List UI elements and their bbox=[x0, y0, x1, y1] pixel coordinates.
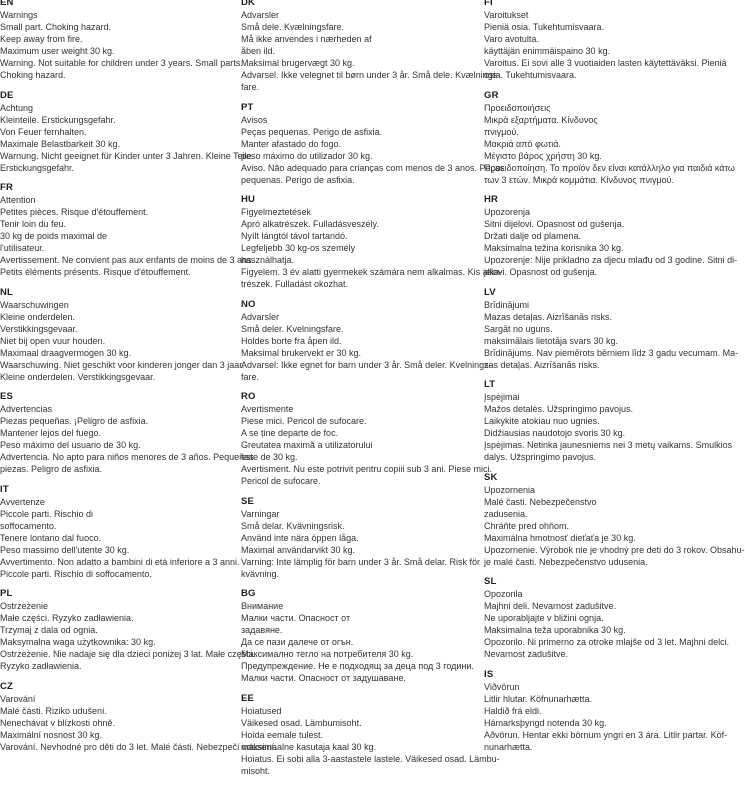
warning-text-line: fare. bbox=[241, 82, 260, 92]
warning-heading: Figyelmeztetések bbox=[241, 207, 312, 217]
warning-text-line: Waarschuwing. Niet geschikt voor kinderen jonger dan 3 jaar. bbox=[0, 359, 245, 370]
warning-text-line: Maksimalna teža uporabnika 30 kg. bbox=[484, 625, 626, 635]
warning-text-line: Malé časti. Nebezpečenstvo bbox=[484, 496, 597, 507]
warning-text-line: Väikesed osad. Lämbumisoht. bbox=[241, 717, 362, 728]
warning-text-line: peso máximo do utilizador 30 kg. bbox=[241, 150, 373, 161]
warning-text-line: Kleine onderdelen. bbox=[0, 311, 76, 322]
language-code: HU bbox=[241, 194, 256, 205]
language-block-bg bbox=[241, 588, 473, 684]
language-code: NL bbox=[0, 286, 14, 298]
warning-text-line: zas detaļas. Aizrīšanās risks. bbox=[484, 359, 600, 370]
warning-text-line: 30 kg de poids maximal de bbox=[0, 231, 108, 241]
warning-text-line: Warnung. Nicht geeignet für Kinder unter 3 Jahren. Kleine Teile. bbox=[0, 150, 255, 161]
warning-text-line: pequenas. Perigo de asfixia. bbox=[241, 174, 355, 185]
warning-text-line: Niet bij open vuur houden. bbox=[0, 335, 106, 346]
warning-text-line: maksimālais lietotāja svars 30 kg. bbox=[484, 335, 619, 346]
language-code: EN bbox=[0, 0, 14, 8]
language-block-it bbox=[0, 483, 240, 580]
column-right bbox=[484, 0, 745, 761]
warning-text-line: Piccole parti. Rischio di bbox=[0, 508, 94, 519]
warning-text-line: Holdes borte fra åpen ild. bbox=[241, 335, 342, 346]
warning-text-line: Małe części. Ryzyko zadławienia. bbox=[0, 613, 134, 623]
warning-text-line: este de 30 kg. bbox=[241, 452, 298, 462]
warning-heading: Ostrzeżenie bbox=[0, 601, 49, 611]
language-code: GR bbox=[484, 89, 499, 101]
warning-text-line: Peso massimo dell'utente 30 kg. bbox=[0, 544, 130, 555]
language-code: EE bbox=[241, 692, 255, 704]
warning-heading: Opozorila bbox=[484, 589, 523, 599]
language-block-lv bbox=[484, 286, 739, 371]
warning-heading: Attention bbox=[0, 195, 36, 205]
warning-text-line: je malé časti. Nebezpečenstvo udusenia. bbox=[484, 556, 648, 567]
language-code: NO bbox=[241, 298, 256, 310]
warning-text-line: A se ține departe de foc. bbox=[241, 428, 339, 438]
language-code: BG bbox=[241, 588, 256, 599]
warning-text-line: Små delar. Kvävningsrisk. bbox=[241, 520, 345, 531]
warning-text-line: Mažos detalės. Užspringimo pavojus. bbox=[484, 404, 634, 414]
warning-text-line: Mantener lejos del fuego. bbox=[0, 428, 102, 438]
warning-text-line: Hámarksþyngd notenda 30 kg. bbox=[484, 717, 607, 728]
warning-text-line: osia. Tukehtumisvaara. bbox=[484, 70, 577, 80]
warning-text-line: Avertissement. Ne convient pas aux enfants de moins de 3 ans. bbox=[0, 255, 254, 265]
warning-text-line: Ryzyko zadławienia. bbox=[0, 661, 82, 671]
warning-text-line: Maximum user weight 30 kg. bbox=[0, 46, 115, 56]
warning-text-line: Nyílt lángtól távol tartandó. bbox=[241, 231, 348, 241]
warning-text-line: fare. bbox=[241, 371, 260, 382]
warning-text-line: Litlir hlutar. Köfnunarhætta. bbox=[484, 693, 593, 704]
warning-text-line: Advarsel. Ikke velegnet til børn under 3 år. Små dele. Kvælnings- bbox=[241, 70, 501, 80]
warning-heading: Advarsler bbox=[241, 10, 280, 20]
language-block-nl bbox=[0, 286, 245, 383]
warning-text-line: Varning: Inte lämplig för barn under 3 år. Små delar. Risk för bbox=[241, 556, 480, 567]
warning-text-line: Varo avotulta. bbox=[484, 34, 539, 44]
warning-text-line: zadusenia. bbox=[484, 508, 528, 519]
warning-text-line: Små deler. Kvelningsfare. bbox=[241, 323, 344, 334]
language-code: SL bbox=[484, 576, 497, 587]
warning-text-line: Erstickungsgefahr. bbox=[0, 162, 75, 173]
warning-text-line: Максимално тегло на потребителя 30 kg. bbox=[241, 649, 414, 659]
warning-heading: Achtung bbox=[0, 102, 34, 113]
language-block-ee bbox=[241, 692, 500, 777]
language-block-lt bbox=[484, 379, 733, 463]
warning-text-line: Använd inte nära öppen låga. bbox=[241, 532, 359, 543]
language-block-en bbox=[0, 0, 243, 81]
warning-text-line: piezas. Peligro de asfixia. bbox=[0, 464, 103, 474]
warning-text-line: Piccole parti. Rischio di soffocamento. bbox=[0, 568, 152, 579]
warning-text-line: Pericol de sufocare. bbox=[241, 476, 321, 486]
warning-heading: Avisos bbox=[241, 114, 268, 125]
warning-text-line: Maximaal draagvermogen 30 kg. bbox=[0, 347, 132, 358]
warning-text-line: Avertisment. Nu este potrivit pentru copiii sub 3 ani. Piese mici. bbox=[241, 464, 492, 474]
warning-text-line: Figyelem. 3 év alatti gyermekek számára nem alkalmas. Kis alka- bbox=[241, 267, 503, 277]
language-code: RO bbox=[241, 391, 256, 402]
warning-text-line: Apró alkatrészek. Fulladásveszély. bbox=[241, 219, 379, 229]
warning-text-line: Maximal användarvikt 30 kg. bbox=[241, 544, 356, 555]
language-code: HR bbox=[484, 194, 499, 205]
language-code: FR bbox=[0, 182, 14, 193]
warning-text-line: Peso máximo del usuario de 30 kg. bbox=[0, 440, 141, 450]
warning-text-line: Nenechávat v blízkosti ohně. bbox=[0, 717, 116, 728]
warning-text-line: Laikykite atokiau nuo ugnies. bbox=[484, 416, 600, 426]
warning-text-line: Maksimal brugervægt 30 kg. bbox=[241, 58, 355, 68]
warning-text-line: jelovi. Opasnost od gušenja. bbox=[484, 267, 598, 277]
language-code: PT bbox=[241, 101, 254, 113]
language-code: DK bbox=[241, 0, 256, 8]
warning-text-line: Nevarnost zadušitve. bbox=[484, 649, 569, 659]
warning-text-line: maksimaalne kasutaja kaal 30 kg. bbox=[241, 741, 377, 752]
warning-text-line: Да се пази далече от огън. bbox=[241, 637, 354, 647]
warning-heading: Hoiatused bbox=[241, 705, 282, 716]
warning-text-line: Advertencia. No apto para niños menores de 3 años. Pequeñas bbox=[0, 452, 254, 462]
warning-text-line: Brīdinājums. Nav piemērots bērniem līdz 3 gadu vecumam. Ma- bbox=[484, 347, 739, 358]
warning-text-line: soffocamento. bbox=[0, 520, 57, 531]
warning-text-line: Hoida eemale tulest. bbox=[241, 729, 324, 740]
language-block-es bbox=[0, 391, 254, 475]
warning-text-line: Small part. Choking hazard. bbox=[0, 22, 112, 32]
warning-heading: Advertencias bbox=[0, 404, 53, 414]
warning-text-line: Μικρά εξαρτήματα. Κίνδυνος bbox=[484, 114, 598, 125]
warning-text-line: Mazas detaļas. Aizrīšanās risks. bbox=[484, 311, 613, 322]
warning-text-line: Upozorenje: Nije prikladno za djecu mlađu od 3 godine. Sitni di- bbox=[484, 255, 738, 265]
warning-text-line: πνιγμού. bbox=[484, 126, 519, 137]
warning-text-line: Varoitus. Ei sovi alle 3 vuotiaiden lasten käytettäväksi. Pieniä bbox=[484, 58, 727, 68]
warning-heading: Внимание bbox=[241, 601, 284, 611]
warning-text-line: Μακριά από φωτιά. bbox=[484, 138, 561, 149]
warning-text-line: Peças pequenas. Perigo de asfixia. bbox=[241, 126, 383, 137]
warning-text-line: misoht. bbox=[241, 765, 271, 776]
warning-text-line: Tenere lontano dal fuoco. bbox=[0, 532, 102, 543]
language-code: IT bbox=[0, 483, 9, 495]
warning-heading: Warnings bbox=[0, 10, 38, 20]
warning-text-line: Sargāt no uguns. bbox=[484, 323, 553, 334]
warning-text-line: Petites pièces. Risque d'étouffement. bbox=[0, 207, 149, 217]
warning-text-line: Trzymaj z dala od ognia. bbox=[0, 625, 98, 635]
language-code: FI bbox=[484, 0, 493, 8]
warning-text-line: Maksimal brukervekt er 30 kg. bbox=[241, 347, 362, 358]
warning-text-line: Choking hazard. bbox=[0, 70, 66, 80]
warning-text-line: Hoiatus. Ei sobi alla 3-aastastele lastele. Väikesed osad. Lämbu- bbox=[241, 753, 500, 764]
warning-text-line: Maximálna hmotnosť dieťaťa je 30 kg. bbox=[484, 532, 636, 543]
warning-text-line: Malé části. Riziko udušení. bbox=[0, 705, 108, 716]
warning-text-line: käyttäjän enimmäispaino 30 kg. bbox=[484, 46, 611, 56]
warning-text-line: Von Feuer fernhalten. bbox=[0, 126, 87, 137]
warning-text-line: Ne uporabljajte v bližini ognja. bbox=[484, 613, 604, 623]
language-code: SK bbox=[484, 471, 498, 483]
warning-text-line: Maximální nosnost 30 kg. bbox=[0, 729, 103, 740]
warning-text-line: dalys. Užspringimo pavojus. bbox=[484, 452, 597, 462]
warning-text-line: Små dele. Kvælningsfare. bbox=[241, 22, 345, 32]
warning-heading: Brīdinājumi bbox=[484, 299, 530, 310]
warning-text-line: használhatja. bbox=[241, 255, 295, 265]
warning-text-line: Keep away from fire. bbox=[0, 34, 83, 44]
warning-text-line: Piezas pequeñas. ¡Peligro de asfixia. bbox=[0, 416, 149, 426]
warning-text-line: задавяне. bbox=[241, 625, 283, 635]
warning-text-line: Må ikke anvendes i nærheden af bbox=[241, 34, 372, 44]
warning-text-line: Προειδοποίηση. Το προϊόν δεν είναι κατάλληλο για παιδιά κάτω bbox=[484, 162, 735, 173]
warning-heading: Προειδοποιήσεις bbox=[484, 102, 551, 113]
warning-text-line: Pieniä osia. Tukehtumisvaara. bbox=[484, 22, 605, 32]
warning-text-line: Opozorilo. Ni primerno za otroke mlajše od 3 let. Majhni delci. bbox=[484, 637, 730, 647]
warning-text-line: Maksymalna waga użytkownika: 30 kg. bbox=[0, 637, 156, 647]
language-block-sl bbox=[484, 576, 730, 660]
warning-heading: Įspėjimai bbox=[484, 392, 520, 402]
warning-text-line: Petits éléments présents. Risque d'étouffement. bbox=[0, 267, 191, 277]
language-code: PL bbox=[0, 588, 13, 599]
warning-text-line: Držati dalje od plamena. bbox=[484, 231, 582, 241]
warning-text-line: Haldið frá eldi. bbox=[484, 705, 542, 716]
language-block-is bbox=[484, 668, 728, 753]
warning-heading: Waarschuwingen bbox=[0, 299, 69, 310]
warning-text-line: Greutatea maximă a utilizatorului bbox=[241, 440, 373, 450]
warning-heading: Avvertenze bbox=[0, 496, 45, 507]
warning-text-line: Didžiausias naudotojo svoris 30 kg. bbox=[484, 428, 626, 438]
warning-text-line: Įspėjimas. Netinka jaunesniems nei 3 metų vaikams. Smulkios bbox=[484, 440, 733, 450]
warning-text-line: Maksimalna težina korisnika 30 kg. bbox=[484, 243, 624, 253]
language-block-hr bbox=[484, 194, 738, 278]
language-code: CZ bbox=[0, 680, 14, 692]
language-block-se bbox=[241, 495, 480, 580]
language-block-gr bbox=[484, 89, 735, 186]
warning-heading: Varoitukset bbox=[484, 10, 529, 20]
warning-heading: Advarsler bbox=[241, 311, 280, 322]
warning-text-line: Kleine onderdelen. Verstikkingsgevaar. bbox=[0, 371, 156, 382]
warning-text-line: Sitni dijelovi. Opasnost od gušenja. bbox=[484, 219, 625, 229]
warning-text-line: Legfeljebb 30 kg-os személy bbox=[241, 243, 356, 253]
language-block-fi bbox=[484, 0, 727, 81]
warning-text-line: l'utilisateur. bbox=[0, 243, 45, 253]
warning-heading: Varningar bbox=[241, 508, 280, 519]
warning-text-line: åben ild. bbox=[241, 46, 276, 56]
warning-text-line: Avvertimento. Non adatto a bambini di età inferiore a 3 anni. bbox=[0, 556, 240, 567]
warning-text-line: Aviso. Não adequado para crianças com menos de 3 anos. Peças bbox=[241, 162, 505, 173]
warning-text-line: Aðvörun. Hentar ekki börnum yngri en 3 ára. Litlir partar. Köf- bbox=[484, 729, 728, 740]
warning-text-line: Manter afastado do fogo. bbox=[241, 138, 342, 149]
warning-text-line: nunarhætta. bbox=[484, 741, 533, 752]
warning-text-line: Verstikkingsgevaar. bbox=[0, 323, 78, 334]
language-block-no bbox=[241, 298, 492, 383]
warning-heading: Viðvörun bbox=[484, 681, 520, 692]
warning-text-line: Warning. Not suitable for children under 3 years. Small parts. bbox=[0, 58, 243, 68]
warning-text-line: Varování. Nevhodné pro děti do 3 let. Malé části. Nebezpečí udusení. bbox=[0, 741, 277, 752]
warning-text-line: Предупреждение. Не е подходящ за деца под 3 години. bbox=[241, 661, 474, 671]
warning-text-line: Tenir loin du feu. bbox=[0, 219, 67, 229]
warning-text-line: Advarsel: Ikke egnet for barn under 3 år. Små deler. Kvelnings- bbox=[241, 359, 492, 370]
warning-text-line: Piese mici. Pericol de sufocare. bbox=[241, 416, 367, 426]
warning-text-line: trészek. Fulladást okozhat. bbox=[241, 279, 349, 289]
warning-heading: Avertismente bbox=[241, 404, 294, 414]
warning-text-line: Kleinteile. Erstickungsgefahr. bbox=[0, 114, 116, 125]
warning-heading: Upozornenia bbox=[484, 484, 536, 495]
language-code: IS bbox=[484, 668, 494, 680]
language-code: SE bbox=[241, 495, 255, 507]
warning-heading: Upozorenja bbox=[484, 207, 531, 217]
warning-text-line: Μέγιστο βάρος χρήστη 30 kg. bbox=[484, 150, 602, 161]
language-block-sk bbox=[484, 471, 745, 568]
warning-text-line: Maximale Belastbarkeit 30 kg. bbox=[0, 138, 121, 149]
warning-text-line: Малки части. Опасност от задушаване. bbox=[241, 673, 406, 683]
language-code: ES bbox=[0, 391, 14, 402]
warning-text-line: kvävning. bbox=[241, 568, 280, 579]
warning-text-line: Малки части. Опасност от bbox=[241, 613, 351, 623]
warning-text-line: των 3 ετών. Μικρά κομμάτια. Κίνδυνος πνιγμού. bbox=[484, 174, 675, 185]
language-code: LT bbox=[484, 379, 496, 390]
warning-text-line: Upozornenie. Výrobok nie je vhodný pre deti do 3 rokov. Obsahu- bbox=[484, 544, 745, 555]
language-code: LV bbox=[484, 286, 496, 298]
warning-text-line: Majhni deli. Nevarnost zadušitve. bbox=[484, 601, 617, 611]
warning-text-line: Chráňte pred ohňom. bbox=[484, 520, 570, 531]
language-code: DE bbox=[0, 89, 14, 101]
warning-heading: Varování bbox=[0, 693, 36, 704]
warning-text-line: Ostrzeżenie. Nie nadaje się dla dzieci poniżej 3 lat. Małe części. bbox=[0, 649, 256, 659]
